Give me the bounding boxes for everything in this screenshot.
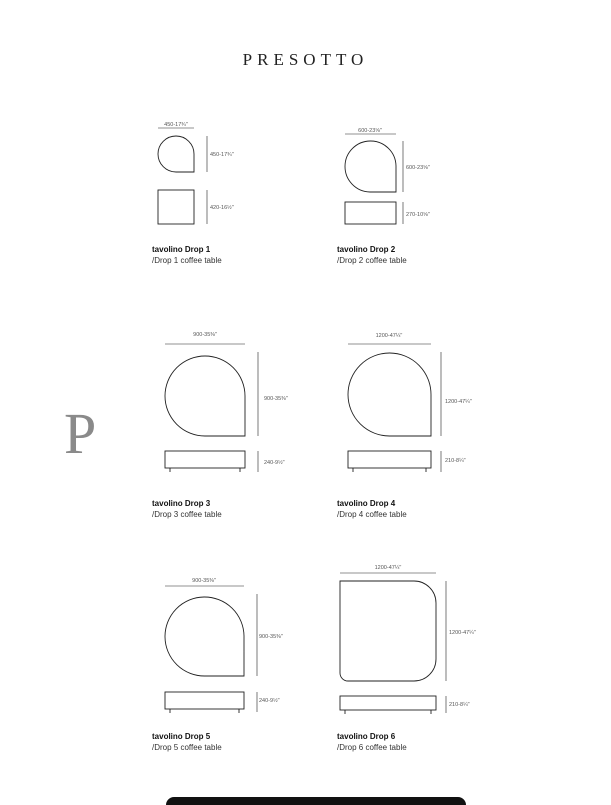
drop-1-side-view [158, 190, 194, 224]
drop-1-drawing [158, 128, 207, 224]
drop-5-caption [152, 731, 222, 753]
drop-1-top-view [158, 136, 194, 172]
drop-4-width-label: 1200-47¼" [375, 333, 403, 339]
drop-2-top-view [345, 141, 396, 192]
drop-6-height-label: 210-8¼" [449, 702, 470, 708]
drop-6-depth-label: 1200-47¼" [449, 630, 476, 636]
product-subtitle: /Drop 4 coffee table [337, 510, 407, 519]
drop-1-depth-label: 450-17¾" [210, 152, 234, 158]
drop-3-top-view [165, 356, 245, 436]
drop-4-drawing [348, 344, 441, 472]
drop-5-depth-label: 900-35⅜" [259, 634, 283, 640]
drop-5-drawing [165, 586, 257, 713]
drop-3-height-label: 240-9½" [264, 460, 285, 466]
drop-4-side-view [348, 451, 431, 468]
drop-5-width-label: 900-35⅜" [192, 578, 216, 584]
drop-2-depth-label: 600-23⅝" [406, 165, 430, 171]
drop-3-caption [152, 498, 222, 520]
drop-6-caption [337, 731, 407, 753]
product-subtitle: /Drop 6 coffee table [337, 743, 407, 752]
drop-6-side-view [340, 696, 436, 710]
drop-5-side-view [165, 692, 244, 709]
product-name: tavolino Drop 6 [337, 732, 396, 741]
product-name: tavolino Drop 4 [337, 499, 396, 508]
drop-3-depth-label: 900-35⅜" [264, 396, 288, 402]
drop-4-height-label: 210-8¼" [445, 458, 466, 464]
drop-6-width-label: 1200-47¼" [374, 565, 402, 571]
product-subtitle: /Drop 3 coffee table [152, 510, 222, 519]
drop-3-drawing [165, 344, 258, 472]
product-name: tavolino Drop 2 [337, 245, 396, 254]
drop-5-height-label: 240-9½" [259, 698, 280, 704]
product-name: tavolino Drop 5 [152, 732, 211, 741]
product-subtitle: /Drop 2 coffee table [337, 256, 407, 265]
drop-1-width-label: 450-17¾" [164, 122, 188, 128]
drop-4-caption [337, 498, 407, 520]
drop-1-height-label: 420-16½" [210, 205, 234, 211]
drop-3-width-label: 900-35⅜" [193, 332, 217, 338]
drop-2-height-label: 270-10⅝" [406, 212, 430, 218]
product-subtitle: /Drop 5 coffee table [152, 743, 222, 752]
product-subtitle: /Drop 1 coffee table [152, 256, 222, 265]
product-name: tavolino Drop 1 [152, 245, 211, 254]
drop-6-drawing [340, 573, 446, 714]
drop-3-side-view [165, 451, 245, 468]
drop-2-side-view [345, 202, 396, 224]
drop-2-caption [337, 244, 407, 266]
brand-logo: PRESOTTO [242, 50, 369, 69]
drop-5-top-view [165, 597, 244, 676]
drop-4-top-view [348, 353, 431, 436]
drop-2-width-label: 600-23⅝" [358, 128, 382, 134]
drop-6-top-view [340, 581, 436, 681]
bottom-bar [166, 797, 466, 805]
side-letter: P [64, 401, 97, 466]
product-name: tavolino Drop 3 [152, 499, 211, 508]
drop-4-depth-label: 1200-47¼" [445, 399, 472, 405]
drop-2-drawing [345, 134, 403, 224]
drop-1-caption [152, 244, 222, 266]
